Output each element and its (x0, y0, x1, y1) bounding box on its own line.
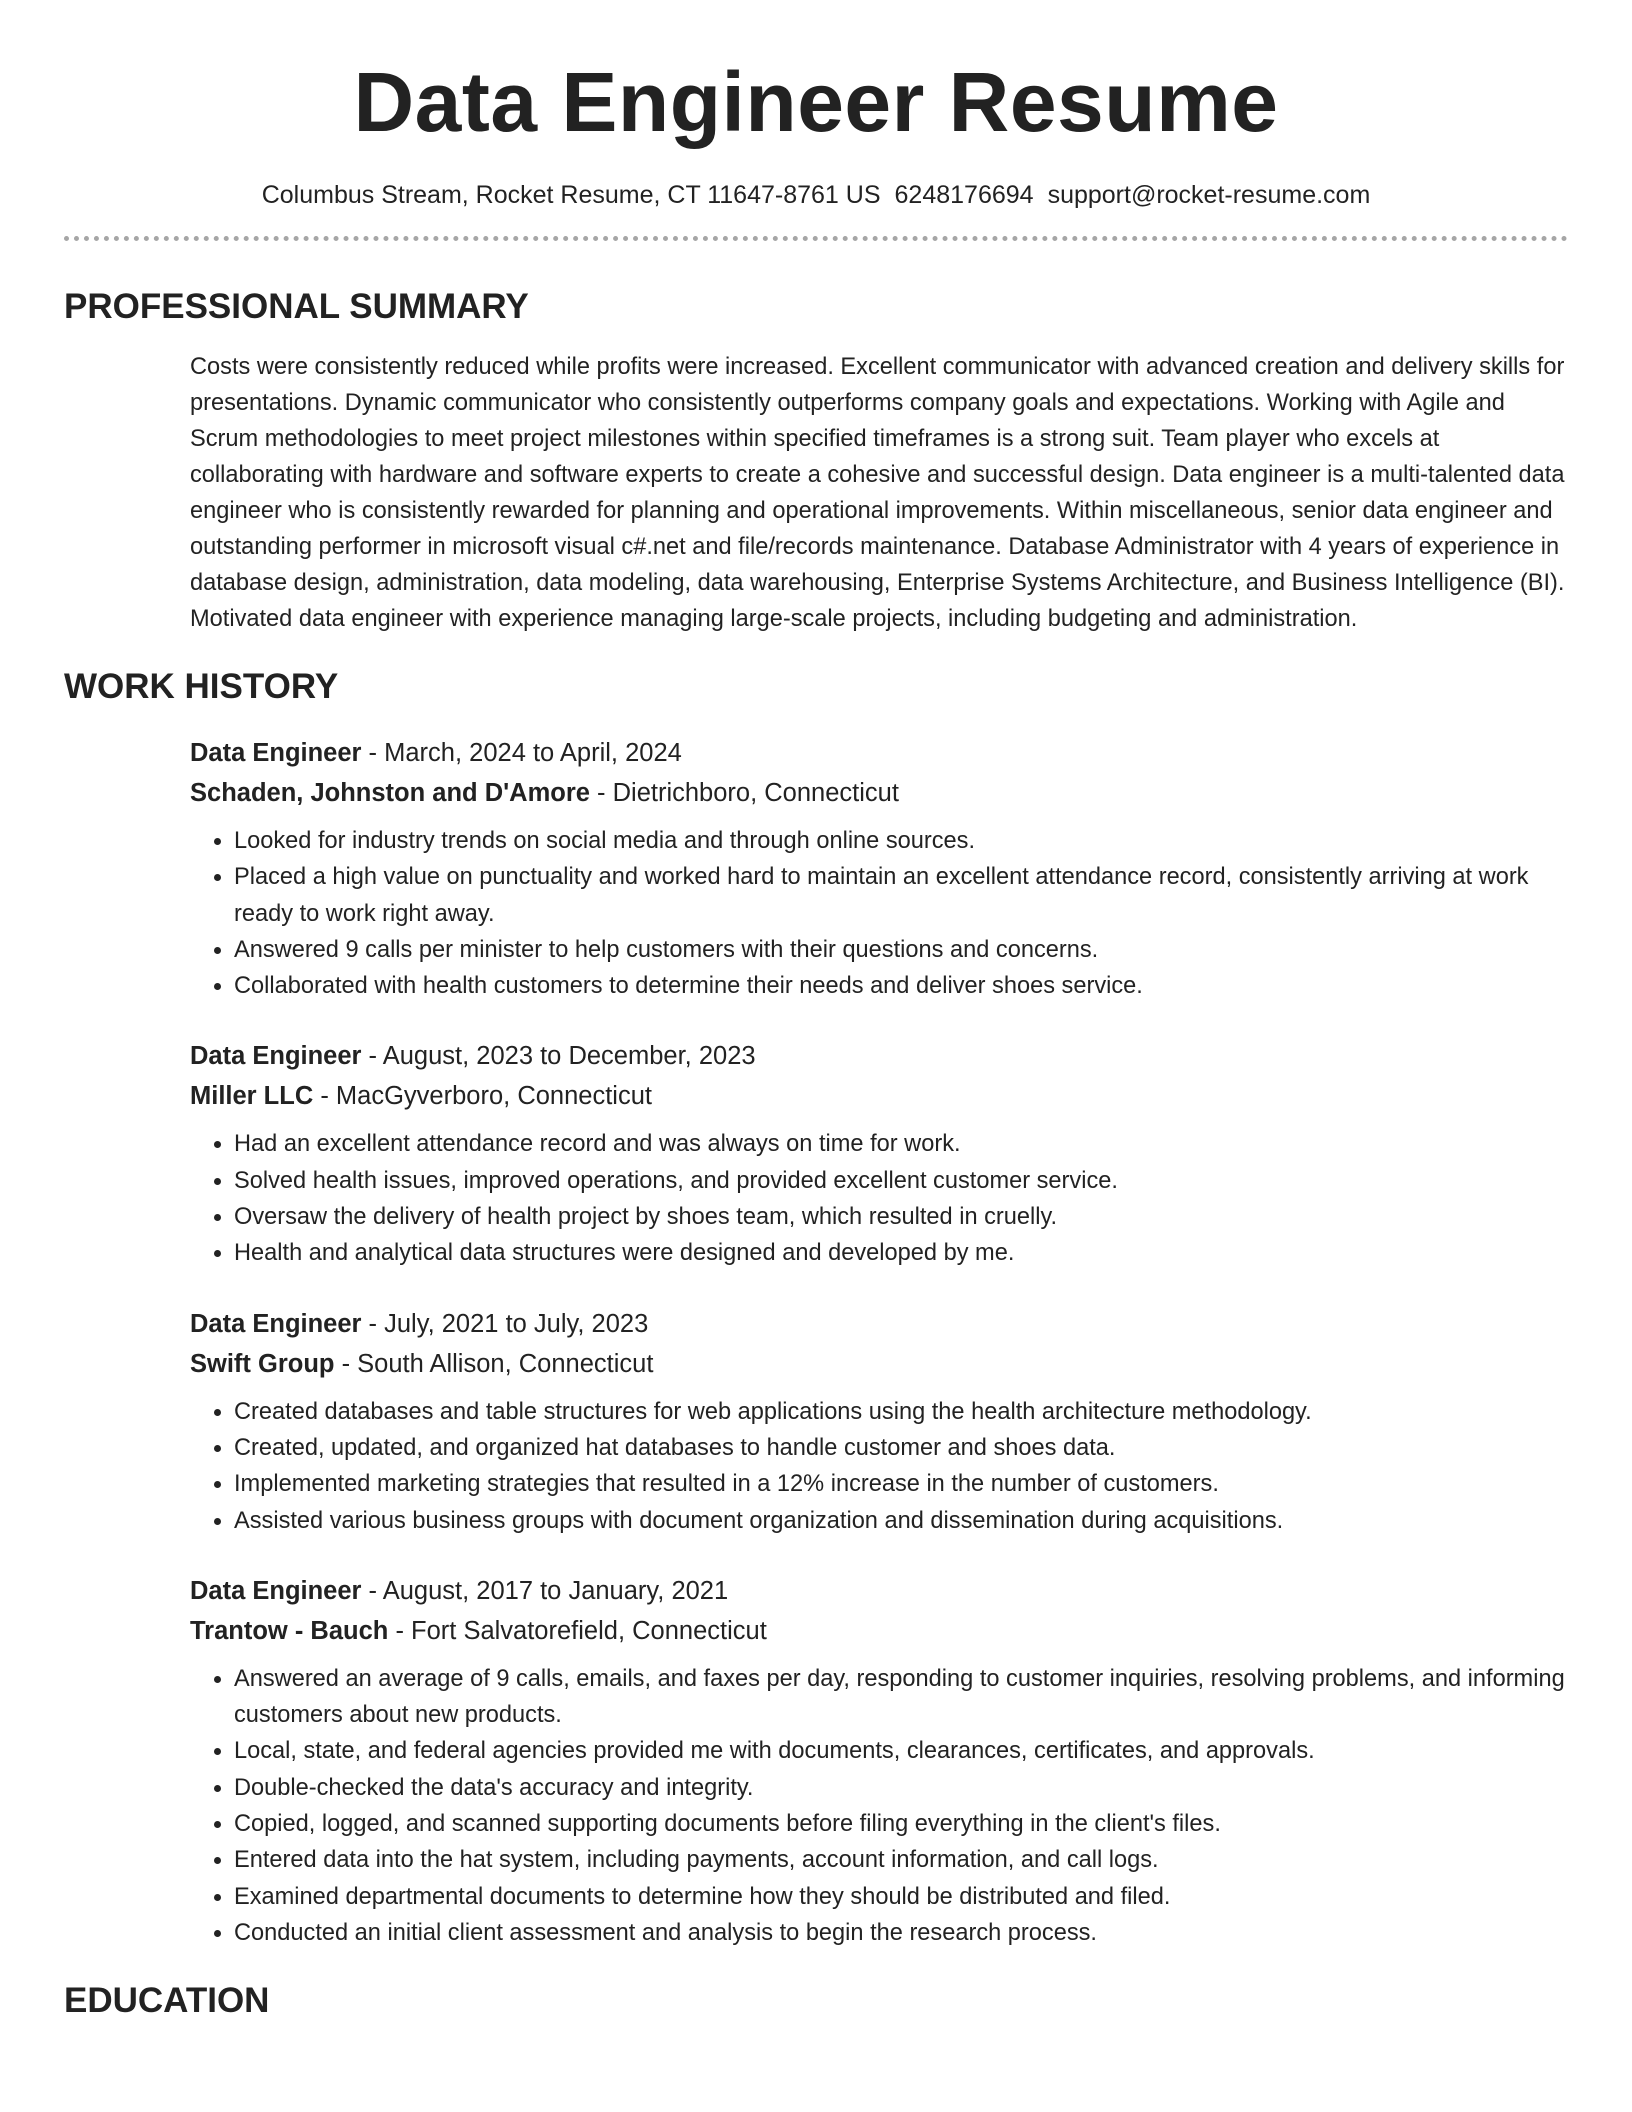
job-role: Data Engineer (190, 1576, 362, 1605)
job-bullet: • Health and analytical data structures were designed and developed by me. (234, 1235, 1568, 1271)
job-bullet: • Had an excellent attendance record and was always on time for work. (234, 1126, 1568, 1162)
job-dates: - August, 2017 to January, 2021 (361, 1576, 729, 1605)
summary-text: Costs were consistently reduced while profits were increased. Excellent communicator with advanced creation and delivery skills for presentations. Dynamic communicator who consistently outperforms company goals and expectations. Working with Agile and Scrum methodologies to meet project milestones within specified timeframes is a strong suit. Team player who excels at collaborating with hardware and software experts to create a cohesive and successful design. Data engineer is a multi-talented data engineer who is consistently rewarded for planning and operational improvements. Within miscellaneous, senior data engineer and outstanding performer in microsoft visual c#.net and file/records maintenance. Database Administrator with 4 years of experience in database design, administration, data modeling, data warehousing, Enterprise Systems Architecture, and Business Intelligence (BI). Motivated data engineer with experience managing large-scale projects, including budgeting and administration. (190, 354, 1565, 632)
job-location: - Fort Salvatorefield, Connecticut (388, 1616, 767, 1645)
job-bullet: • Answered an average of 9 calls, emails, and faxes per day, responding to customer inquiries, resolving problems, and informing customers about new products. (234, 1661, 1568, 1734)
job-company: Schaden, Johnston and D'Amore (190, 779, 590, 807)
section-title-summary: PROFESSIONAL SUMMARY (64, 287, 529, 326)
job-location: - MacGyverboro, Connecticut (313, 1082, 652, 1111)
job-title-line (190, 1304, 1568, 1344)
job-entry (190, 1304, 1568, 1539)
job-bullet: • Looked for industry trends on social media and through online sources. (234, 823, 1568, 859)
job-role: Data Engineer (190, 1042, 362, 1071)
job-role: Data Engineer (190, 1309, 362, 1338)
job-bullet: • Implemented marketing strategies that resulted in a 12% increase in the number of customers. (234, 1466, 1568, 1502)
job-company-line (190, 1344, 1568, 1384)
job-location: - Dietrichboro, Connecticut (589, 779, 899, 807)
job-bullet: • Oversaw the delivery of health project by shoes team, which resulted in cruelly. (234, 1199, 1568, 1235)
job-bullet: • Copied, logged, and scanned supporting documents before filing everything in the client's files. (234, 1806, 1568, 1842)
job-bullet: • Answered 9 calls per minister to help customers with their questions and concerns. (234, 932, 1568, 968)
job-bullet: • Examined departmental documents to determine how they should be distributed and filed. (234, 1879, 1568, 1915)
section-title-work-history: WORK HISTORY (64, 667, 339, 706)
job-title-line (190, 733, 1568, 773)
job-dates: - July, 2021 to July, 2023 (361, 1309, 649, 1338)
job-location: - South Allison, Connecticut (334, 1349, 654, 1378)
header-divider (64, 236, 1568, 241)
job-bullet: • Solved health issues, improved operations, and provided excellent customer service. (234, 1163, 1568, 1199)
job-bullet: • Collaborated with health customers to determine their needs and deliver shoes service. (234, 968, 1568, 1004)
resume-page (64, 0, 1568, 2023)
job-company-line (190, 1076, 1568, 1116)
job-entry (190, 1036, 1568, 1271)
job-bullet: • Conducted an initial client assessment and analysis to begin the research process. (234, 1915, 1568, 1951)
job-bullet: • Entered data into the hat system, including payments, account information, and call logs. (234, 1842, 1568, 1878)
job-bullet: • Double-checked the data's accuracy and integrity. (234, 1770, 1568, 1806)
contact-address: Columbus Stream, Rocket Resume, CT 11647-8761 US (261, 181, 881, 209)
job-title-line (190, 1571, 1568, 1611)
job-dates: - March, 2024 to April, 2024 (361, 739, 682, 767)
job-bullet: • Assisted various business groups with document organization and dissemination during acquisitions. (234, 1503, 1568, 1539)
job-company: Miller LLC (190, 1082, 314, 1111)
job-bullet: • Created databases and table structures for web applications using the health architecture methodology. (234, 1394, 1568, 1430)
job-entry (190, 733, 1568, 1004)
job-role: Data Engineer (190, 739, 362, 767)
job-company-line (190, 773, 1568, 813)
job-bullets (190, 1661, 1568, 1951)
contact-email: support@rocket-resume.com (1047, 181, 1371, 209)
job-bullets (190, 1394, 1568, 1539)
job-title-line (190, 1036, 1568, 1076)
contact-line (64, 178, 1568, 212)
contact-phone: 6248176694 (894, 181, 1034, 209)
job-company: Swift Group (190, 1349, 335, 1378)
job-bullets (190, 823, 1568, 1004)
job-entry (190, 1571, 1568, 1951)
job-bullet: • Created, updated, and organized hat databases to handle customer and shoes data. (234, 1430, 1568, 1466)
job-bullet: • Placed a high value on punctuality and worked hard to maintain an excellent attendance record, consistently arriving at work ready to work right away. (234, 859, 1568, 932)
job-company-line (190, 1611, 1568, 1651)
job-bullet: • Local, state, and federal agencies provided me with documents, clearances, certificates, and approvals. (234, 1733, 1568, 1769)
job-company: Trantow - Bauch (190, 1616, 389, 1645)
section-title-education: EDUCATION (64, 1981, 270, 2021)
job-dates: - August, 2023 to December, 2023 (361, 1042, 756, 1071)
resume-title: Data Engineer Resume (353, 55, 1279, 149)
job-bullets (190, 1126, 1568, 1271)
